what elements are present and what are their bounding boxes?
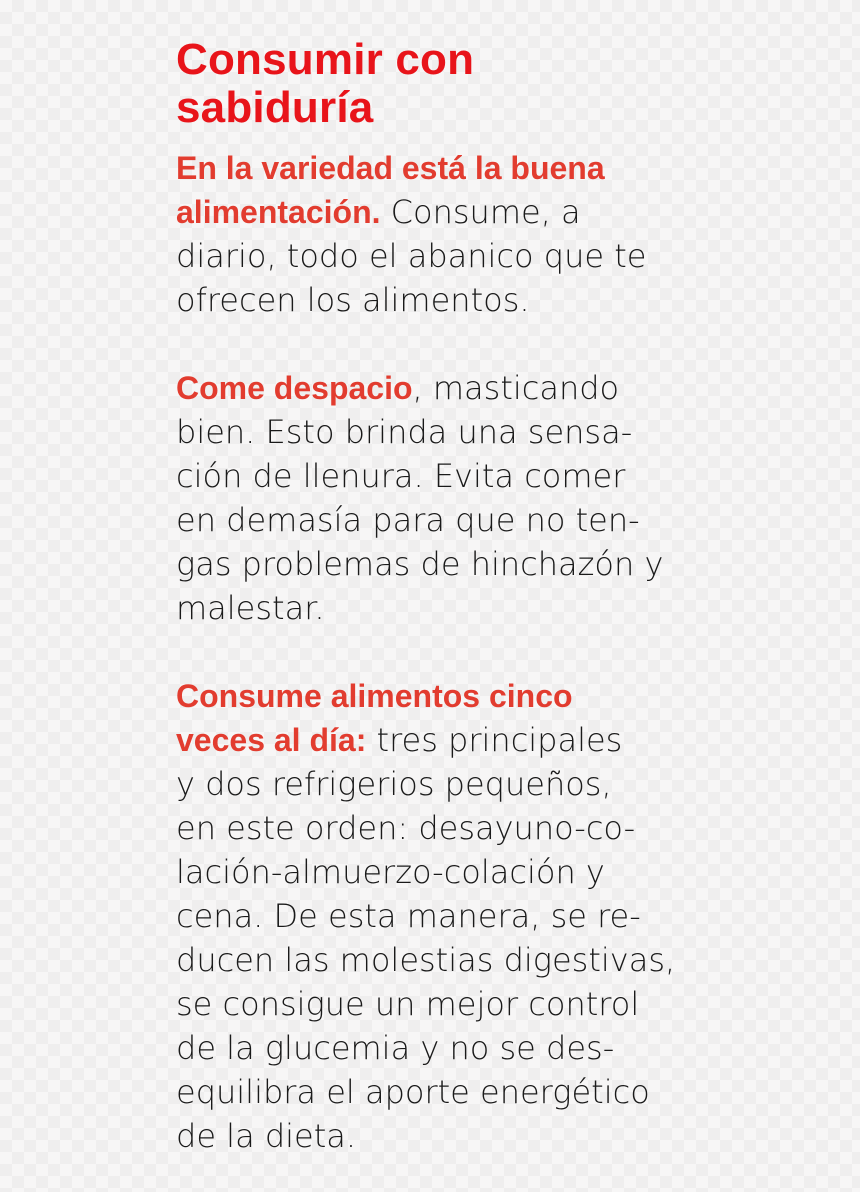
paragraph-variety-lead: En la variedad está la buena alimentación. xyxy=(176,150,605,230)
article-title: Consumir con sabiduría xyxy=(176,35,475,132)
article xyxy=(176,36,696,1158)
paragraph-eat-slowly-lead: Come despacio xyxy=(176,370,413,406)
paragraph-variety-body: Consume, a diario, todo el abanico que te ofrecen los alimentos. xyxy=(176,193,647,319)
paragraph-five-meals-lead: Consume alimentos cinco veces al día: xyxy=(176,678,573,758)
paragraph-eat-slowly xyxy=(176,366,696,630)
paragraph-five-meals xyxy=(176,674,696,1158)
paragraph-eat-slowly-body: , masticando bien. Esto brinda una sensa- ción de llenura. Evita comer en demasía para que no ten- gas problemas de hinchazón y malestar. xyxy=(176,369,664,627)
paragraph-variety xyxy=(176,146,696,322)
paragraph-five-meals-body: tres principales y dos refrigerios pequeños, en este orden: desayuno-co- lación-almuerzo-colación y cena. De esta manera, se re- ducen las molestias digestivas, se consigue un mejor control de la glucemia y no se des- equilibra el aporte energético de la dieta. xyxy=(176,721,676,1155)
